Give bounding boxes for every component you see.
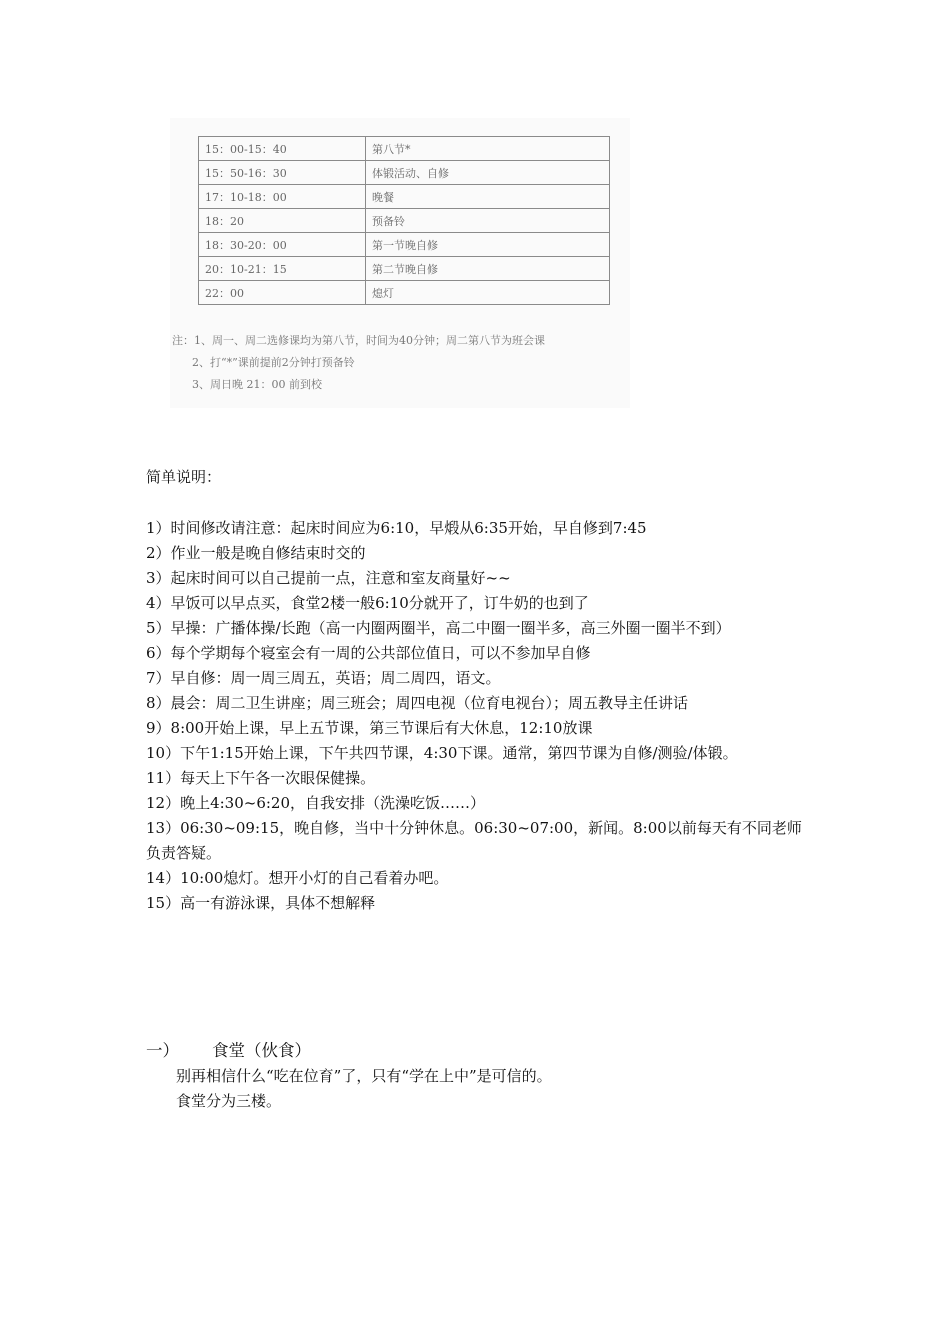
schedule-activity-cell: 晚餐 (366, 185, 610, 209)
list-item: 3）起床时间可以自己提前一点，注意和室友商量好~~ (146, 569, 511, 587)
schedule-row (199, 233, 610, 257)
schedule-table (198, 136, 610, 305)
schedule-notes (172, 330, 545, 396)
list-item: 4）早饭可以早点买，食堂2楼一般6:10分就开了，订牛奶的也到了 (146, 594, 589, 612)
schedule-activity-cell: 第八节* (366, 137, 610, 161)
schedule-activity-cell: 第一节晚自修 (366, 233, 610, 257)
schedule-note: 2、打“*”课前提前2分钟打预备铃 (192, 356, 355, 369)
explanation-list (146, 516, 816, 916)
list-item: 13）06:30~09:15，晚自修，当中十分钟休息。06:30~07:00，新闻。8:00以前每天有不同老师负责答疑。 (146, 819, 802, 862)
section-title: 食堂（伙食） (212, 1041, 311, 1060)
schedule-row (199, 209, 610, 233)
schedule-note: 注：1、周一、周二选修课均为第八节，时间为40分钟；周二第八节为班会课 (172, 334, 545, 347)
section-number: 一） (146, 1041, 179, 1060)
section-paragraph: 别再相信什么“吃在位育”了，只有“学在上中”是可信的。 (176, 1067, 552, 1085)
schedule-time-cell: 17：10-18：00 (199, 185, 366, 209)
scanned-schedule-image (170, 118, 630, 408)
list-item: 7）早自修：周一周三周五，英语；周二周四，语文。 (146, 669, 501, 687)
list-item: 8）晨会：周二卫生讲座；周三班会；周四电视（位育电视台）；周五教导主任讲话 (146, 694, 689, 712)
schedule-note: 3、周日晚 21：00 前到校 (192, 378, 322, 391)
section-paragraph: 食堂分为三楼。 (176, 1092, 282, 1110)
schedule-row (199, 281, 610, 305)
list-item: 12）晚上4:30~6:20，自我安排（洗澡吃饭……） (146, 794, 486, 812)
schedule-activity-cell: 熄灯 (366, 281, 610, 305)
schedule-time-cell: 15：00-15：40 (199, 137, 366, 161)
list-item: 15）高一有游泳课，具体不想解释 (146, 894, 376, 912)
schedule-row (199, 137, 610, 161)
list-item: 14）10:00熄灯。想开小灯的自己看着办吧。 (146, 869, 449, 887)
schedule-time-cell: 22：00 (199, 281, 366, 305)
intro-heading: 简单说明： (146, 468, 222, 486)
schedule-row (199, 185, 610, 209)
schedule-activity-cell: 第二节晚自修 (366, 257, 610, 281)
list-item: 11）每天上下午各一次眼保健操。 (146, 769, 376, 787)
section-heading (146, 1037, 311, 1061)
schedule-time-cell: 18：30-20：00 (199, 233, 366, 257)
list-item: 5）早操：广播体操/长跑（高一内圈两圈半，高二中圈一圈半多，高三外圈一圈半不到） (146, 619, 731, 637)
schedule-activity-cell: 体锻活动、自修 (366, 161, 610, 185)
list-item: 10）下午1:15开始上课，下午共四节课，4:30下课。通常，第四节课为自修/测验/体锻。 (146, 744, 738, 762)
list-item: 9）8:00开始上课，早上五节课，第三节课后有大休息，12:10放课 (146, 719, 593, 737)
schedule-time-cell: 18：20 (199, 209, 366, 233)
schedule-time-cell: 15：50-16：30 (199, 161, 366, 185)
schedule-row (199, 161, 610, 185)
schedule-row (199, 257, 610, 281)
list-item: 6）每个学期每个寝室会有一周的公共部位值日，可以不参加早自修 (146, 644, 591, 662)
schedule-activity-cell: 预备铃 (366, 209, 610, 233)
schedule-time-cell: 20：10-21：15 (199, 257, 366, 281)
list-item: 2）作业一般是晚自修结束时交的 (146, 544, 366, 562)
list-item: 1）时间修改请注意：起床时间应为6:10，早煅从6:35开始，早自修到7:45 (146, 519, 647, 537)
